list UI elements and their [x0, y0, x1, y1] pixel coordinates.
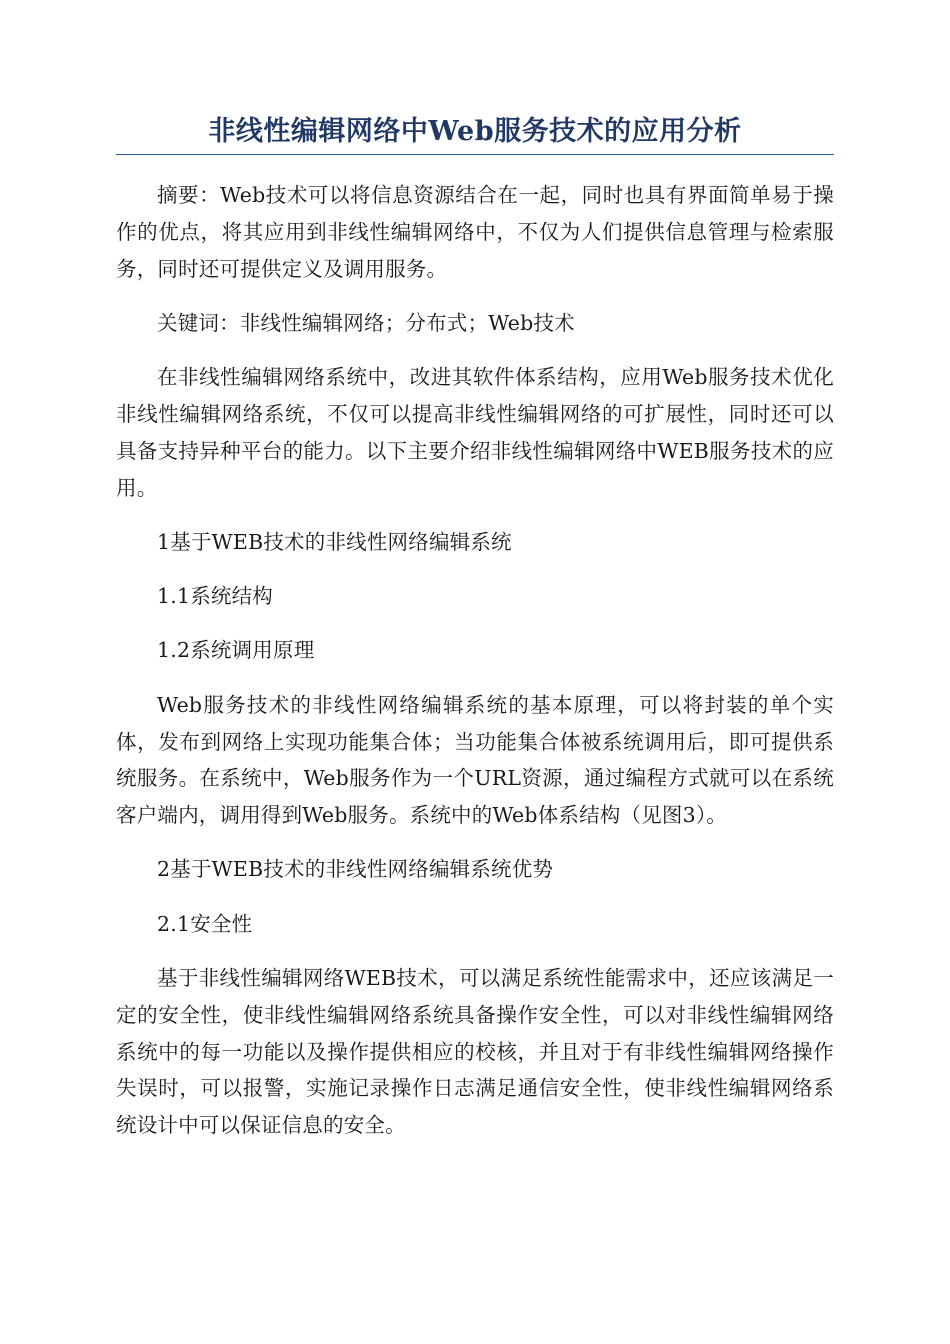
subsection-heading-1-1: 1.1系统结构 — [157, 584, 274, 609]
document-title: 非线性编辑网络中Web服务技术的应用分析 — [208, 116, 742, 147]
intro-paragraph: 在非线性编辑网络系统中，改进其软件体系结构，应用Web服务技术优化非线性编辑网络系统，不仅可以提高非线性编辑网络的可扩展性，同时还可以具备支持异种平台的能力。以下主要介绍非线性编辑网络中WEB服务技术的应用。 — [116, 365, 834, 500]
subsection-heading-2-1: 2.1安全性 — [157, 911, 253, 936]
abstract-paragraph: 摘要：Web技术可以将信息资源结合在一起，同时也具有界面简单易于操作的优点，将其应用到非线性编辑网络中，不仅为人们提供信息管理与检索服务，同时还可提供定义及调用服务。 — [116, 183, 834, 281]
section-heading-2: 2基于WEB技术的非线性网络编辑系统优势 — [157, 857, 554, 882]
body-paragraph-principle: Web服务技术的非线性网络编辑系统的基本原理，可以将封装的单个实体，发布到网络上实现功能集合体；当功能集合体被系统调用后，即可提供系统服务。在系统中，Web服务作为一个URL资源，通过编程方式就可以在系统客户端内，调用得到Web服务。系统中的Web体系结构（见图3）。 — [116, 692, 834, 828]
keywords-paragraph: 关键词：非线性编辑网络；分布式；Web技术 — [157, 310, 575, 335]
title-underline — [116, 154, 834, 155]
section-heading-1: 1基于WEB技术的非线性网络编辑系统 — [157, 529, 512, 554]
body-paragraph-security: 基于非线性编辑网络WEB技术，可以满足系统性能需求中，还应该满足一定的安全性，使非线性编辑网络系统具备操作安全性，可以对非线性编辑网络系统中的每一功能以及操作提供相应的校核，并且对于有非线性编辑网络操作失误时，可以报警，实施记录操作日志满足通信安全性，使非线性编辑网络系统设计中可以保证信息的安全。 — [116, 966, 834, 1138]
document-page — [116, 112, 834, 1162]
subsection-heading-1-2: 1.2系统调用原理 — [157, 638, 315, 663]
